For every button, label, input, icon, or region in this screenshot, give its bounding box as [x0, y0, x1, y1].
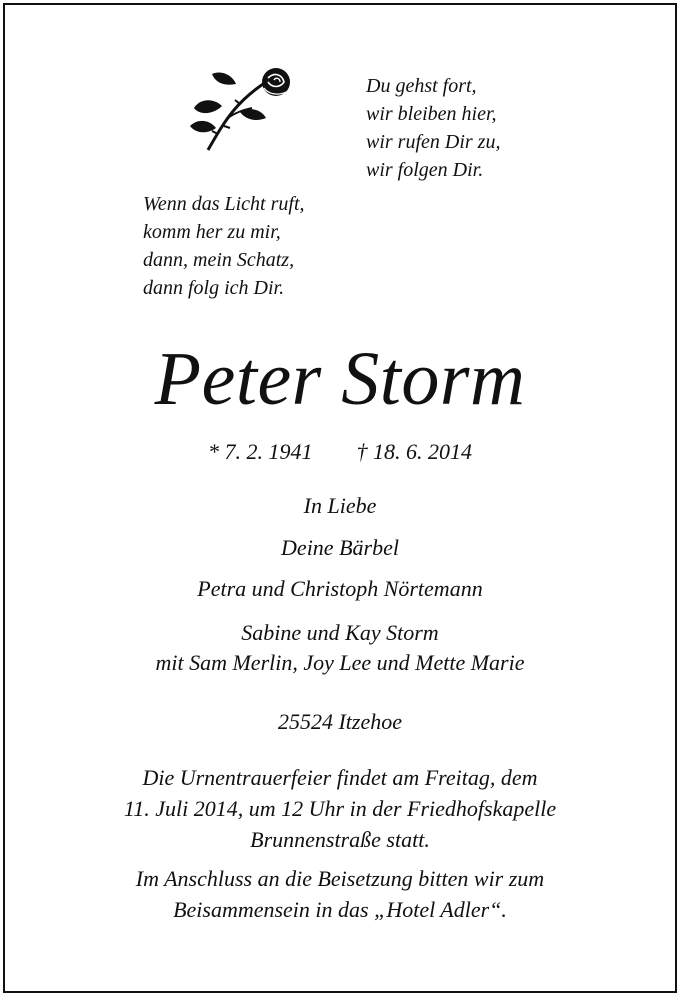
place: 25524 Itzehoe	[277, 709, 403, 734]
poem-right-line: Du gehst fort,	[366, 75, 477, 97]
poem-right-line: wir rufen Dir zu,	[366, 131, 501, 153]
poem-left	[143, 190, 305, 302]
deceased-name: Peter Storm	[154, 337, 526, 421]
service-announcement	[0, 762, 680, 855]
gathering-line: Im Anschluss an die Beisetzung bitten wir zum	[135, 866, 545, 891]
poem-right-line: wir folgen Dir.	[366, 159, 484, 181]
poem-left-line: dann, mein Schatz,	[143, 249, 295, 271]
service-line: Die Urnentrauerfeier findet am Freitag, dem	[142, 765, 538, 790]
mourners-intro: In Liebe	[303, 493, 377, 518]
mourner-line: Petra und Christoph Nörtemann	[197, 576, 483, 601]
mourner-line: Deine Bärbel	[281, 535, 399, 560]
gathering-line: Beisammensein in das „Hotel Adler“.	[173, 897, 507, 922]
poem-right-line: wir bleiben hier,	[366, 103, 497, 125]
gathering-announcement	[0, 863, 680, 925]
poem-left-line: dann folg ich Dir.	[143, 277, 285, 299]
service-line: 11. Juli 2014, um 12 Uhr in der Friedhofskapelle	[123, 796, 557, 821]
life-dates	[0, 437, 680, 467]
poem-left-line: Wenn das Licht ruft,	[143, 193, 305, 215]
mourner-line: Sabine und Kay Storm	[241, 620, 439, 645]
service-line: Brunnenstraße statt.	[250, 827, 430, 852]
death-date: † 18. 6. 2014	[356, 439, 472, 464]
mourner-line: mit Sam Merlin, Joy Lee und Mette Marie	[155, 650, 525, 675]
poem-right	[366, 72, 500, 184]
poem-left-line: komm her zu mir,	[143, 221, 281, 243]
rose-icon	[188, 64, 300, 156]
birth-date: * 7. 2. 1941	[208, 439, 313, 464]
